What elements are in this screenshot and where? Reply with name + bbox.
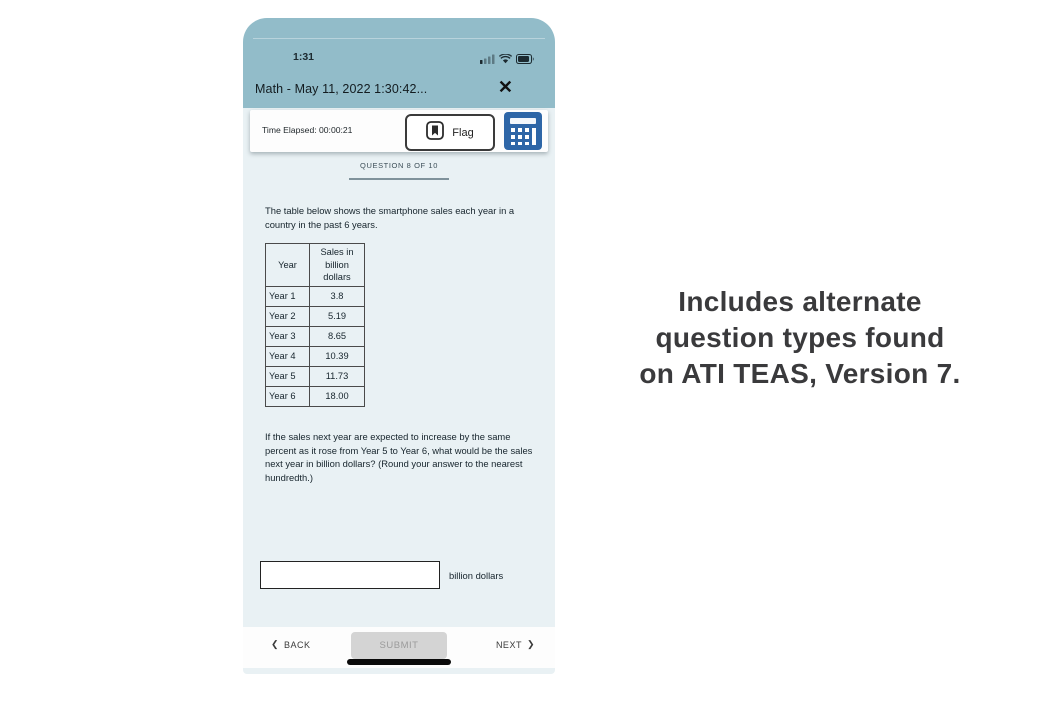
table-row: Year 2 5.19: [266, 306, 365, 326]
status-time: 1:31: [293, 51, 315, 63]
question-intro-text: The table below shows the smartphone sales each year in a country in the past 6 years.: [265, 205, 515, 230]
flag-button-label: Flag: [452, 126, 474, 139]
back-button[interactable]: [271, 639, 311, 650]
close-icon[interactable]: ✕: [497, 77, 513, 97]
status-bar: [243, 50, 555, 68]
table-row: Year 4 10.39: [266, 346, 365, 366]
tagline-line: on ATI TEAS, Version 7.: [639, 358, 961, 389]
home-indicator[interactable]: [347, 659, 451, 665]
chevron-right-icon: ❯: [526, 639, 535, 649]
question-progress: QUESTION 8 OF 10: [360, 161, 438, 170]
test-title: Math - May 11, 2022 1:30:42...: [255, 82, 428, 96]
phone-mockup: [243, 18, 555, 674]
tagline-line: Includes alternate: [678, 286, 922, 317]
battery-icon: [516, 51, 535, 69]
answer-input[interactable]: [260, 561, 440, 589]
submit-button[interactable]: SUBMIT: [351, 632, 447, 659]
marketing-tagline: [585, 284, 1015, 392]
next-button-label: NEXT: [495, 639, 522, 650]
question-prompt-text: If the sales next year are expected to increase by the same percent as it rose from Year 5 to Year 6, what would be the sales next year in billion dollars? (Round your answer to the nearest hundredth.): [265, 431, 533, 483]
table-row: Year 6 18.00: [266, 386, 365, 406]
phone-header: [243, 18, 555, 108]
table-row: Year 3 8.65: [266, 326, 365, 346]
calculator-icon[interactable]: [504, 112, 542, 150]
wifi-icon: [499, 51, 512, 69]
table-row: Year 1 3.8: [266, 286, 365, 306]
bookmark-icon: [426, 121, 444, 145]
next-button[interactable]: [496, 639, 535, 650]
sales-table: [265, 243, 365, 407]
test-toolbar: [250, 110, 548, 152]
chevron-left-icon: ❮: [271, 639, 280, 649]
table-header-sales: Sales in billion dollars: [310, 244, 365, 287]
tagline-line: question types found: [655, 322, 945, 353]
answer-row: [260, 561, 503, 589]
time-elapsed-label: Time Elapsed: 00:00:21: [262, 125, 353, 135]
table-row: Year 5 11.73: [266, 366, 365, 386]
flag-button[interactable]: [405, 114, 495, 151]
status-icons: [480, 51, 535, 69]
answer-unit-label: billion dollars: [449, 569, 504, 581]
cellular-icon: [480, 51, 495, 69]
back-button-label: BACK: [284, 639, 311, 650]
test-header: [255, 77, 543, 102]
nav-footer: [243, 627, 555, 668]
table-header-year: Year: [266, 244, 310, 287]
progress-underline: [349, 178, 449, 180]
table-header-row: [266, 244, 365, 287]
